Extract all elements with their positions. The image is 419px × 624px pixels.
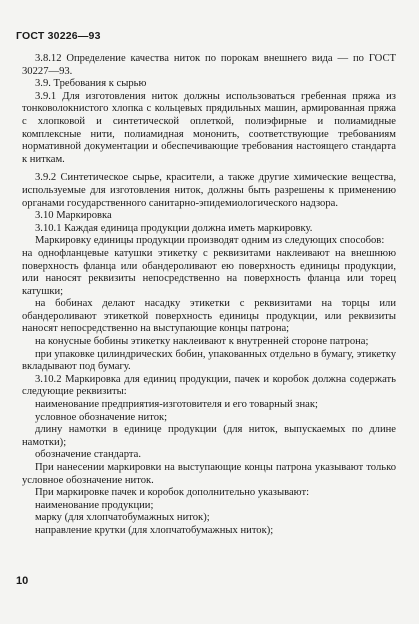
paragraph: на бобинах делают насадку этикетки с реквизитами на торцы или обандероливают этикеткой поверхность единицы продукции, или реквизиты наносят непосредственно на выступающие концы патрона; <box>22 298 396 335</box>
paragraph: марку (для хлопчатобумажных ниток); <box>35 512 210 524</box>
paragraph: 3.10.1 Каждая единица продукции должна иметь маркировку. <box>35 222 313 234</box>
paragraph: направление крутки (для хлопчатобумажных ниток); <box>35 524 274 536</box>
paragraph: При нанесении маркировки на выступающие концы патрона указывают только условное обозначение ниток. <box>22 462 396 486</box>
paragraph: 3.9. Требования к сырью <box>35 78 147 90</box>
page-number: 10 <box>16 575 29 587</box>
paragraph: Маркировку единицы продукции производят одним из следующих способов: <box>35 235 385 247</box>
paragraph: наименование продукции; <box>35 499 154 511</box>
paragraph: обозначение стандарта. <box>35 449 142 461</box>
paragraph: на однофланцевые катушки этикетку с реквизитами наклеивают на внешнюю поверхность фланца или обандероливают ею поверхность единицы продукции, или наносят реквизиты непосредственно на поверхность фланца или торец катушки; <box>22 247 396 297</box>
paragraph: 3.10 Маркировка <box>35 210 112 222</box>
paragraph: 3.10.2 Маркировка для единиц продукции, пачек и коробок должна содержать следующие реквизиты: <box>22 373 396 398</box>
standard-header: ГОСТ 30226—93 <box>16 30 101 42</box>
paragraph: условное обозначение ниток; <box>35 411 168 423</box>
paragraph: при упаковке цилиндрических бобин, упакованных отдельно в бумагу, этикетку вкладывают под бумагу. <box>22 348 396 373</box>
paragraph: наименование предприятия-изготовителя и его товарный знак; <box>35 399 318 411</box>
paragraph: При маркировке пачек и коробок дополнительно указывают: <box>35 487 310 499</box>
paragraph: 3.9.2 Синтетическое сырье, красители, а также другие химические вещества, используемые для изготовления ниток, должны быть разрешены к применению органами государственного санитарно-эпидемиологического надзора. <box>22 172 396 209</box>
document-body <box>22 53 396 538</box>
paragraph: длину намотки в единице продукции (для ниток, выпускаемых по длине намотки); <box>22 424 396 448</box>
paragraph: 3.9.1 Для изготовления ниток должны использоваться гребенная пряжа из тонковолокнистого хлопка с кольцевых прядильных машин, армированная пряжа с хлопковой и синтетической оплеткой, полиэфирные и полиамидные комплексные нити, полиамидная мононить, соответствующие требованиям нормативной документации и обеспечивающие требования настоящего стандарта к ниткам. <box>22 90 396 165</box>
paragraph: 3.8.12 Определение качества ниток по порокам внешнего вида — по ГОСТ 30227—93. <box>22 53 396 77</box>
paragraph: на конусные бобины этикетку наклеивают к внутренней стороне патрона; <box>35 336 369 348</box>
